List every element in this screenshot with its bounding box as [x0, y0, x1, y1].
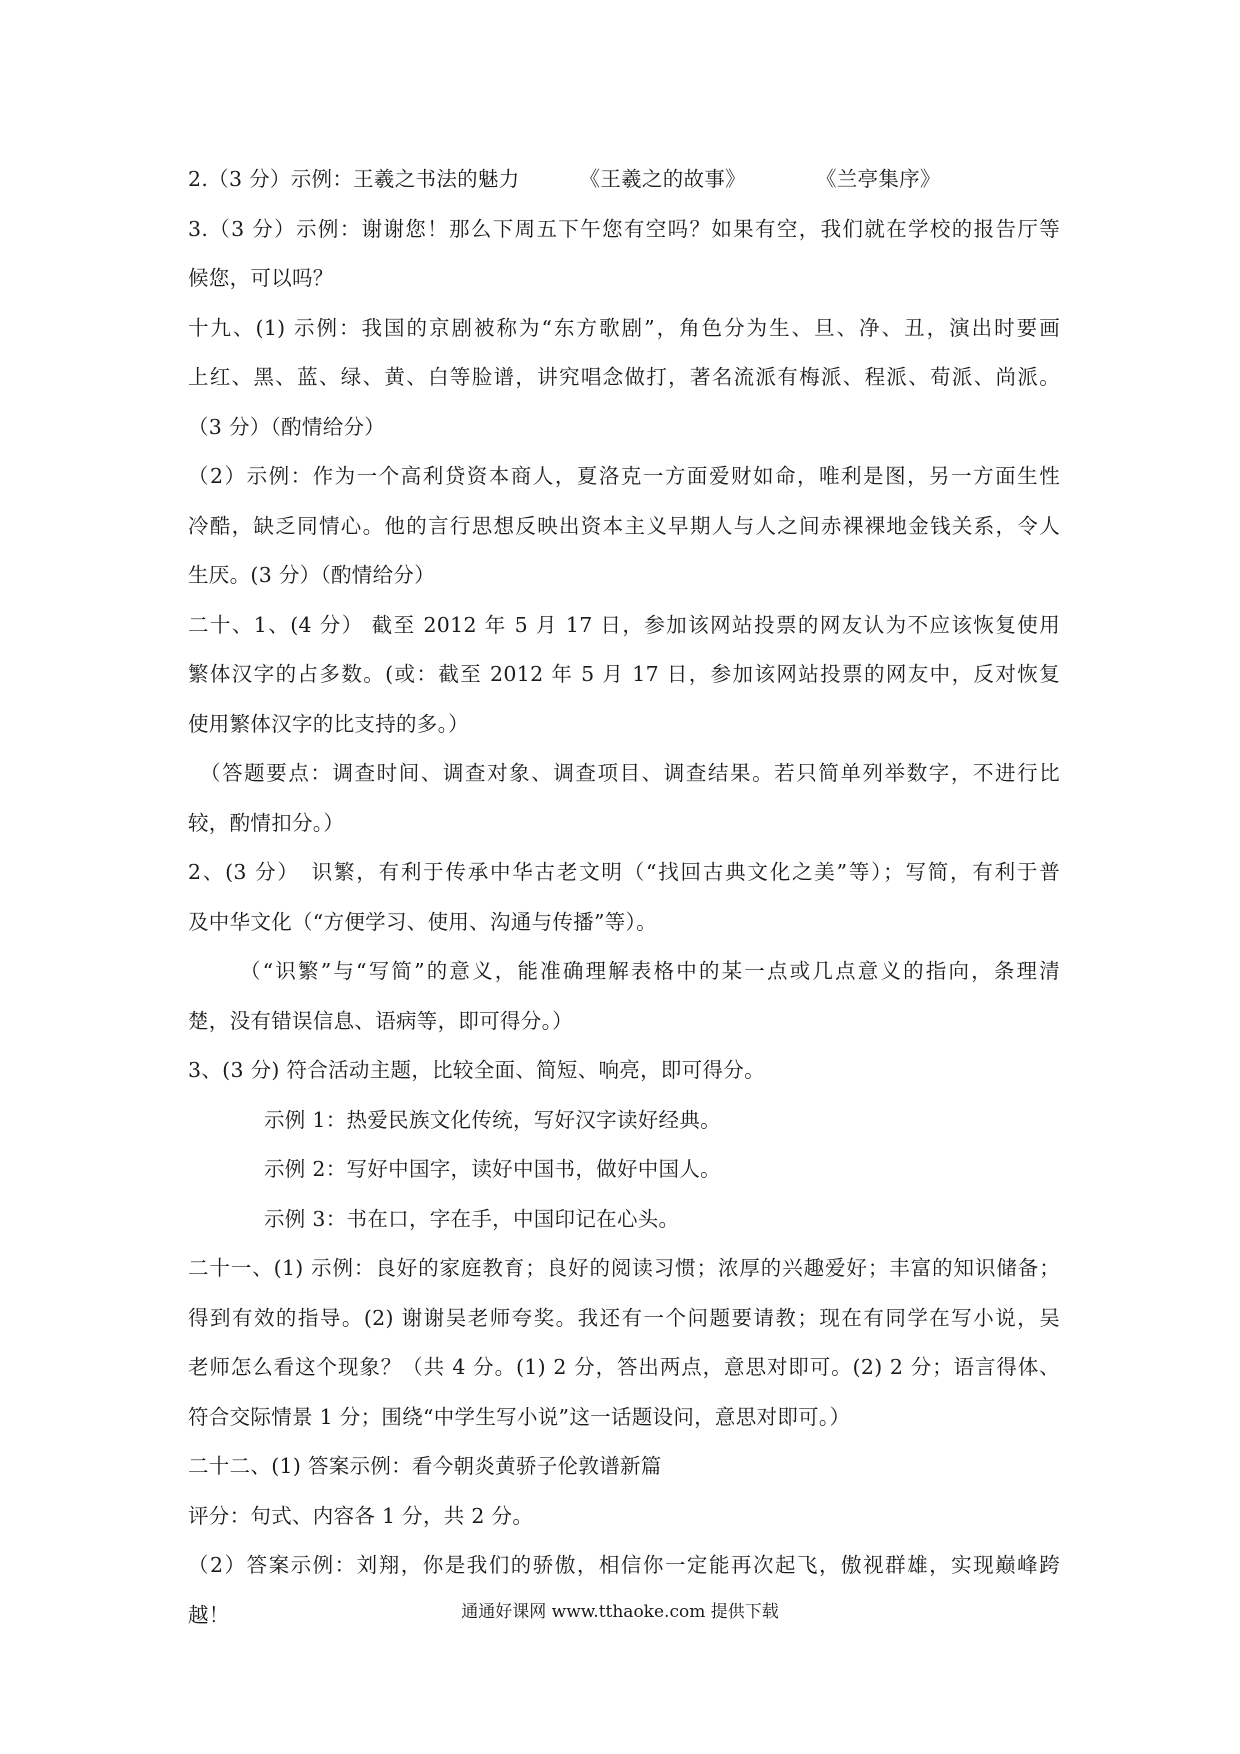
q20-line-4: （答题要点：调查时间、调查对象、调查项目、调查结果。若只简单列举数字，不进行比 — [200, 761, 1060, 785]
page-footer: 通通好课网 www.tthaoke.com 提供下载 — [461, 1602, 779, 1622]
q20-line-3: 使用繁体汉字的比支持的多。） — [188, 711, 469, 736]
q3-line-2: 候您，可以吗？ — [188, 266, 334, 290]
q21-line-4: 符合交际情景 1 分；围绕“中学生写小说”这一话题设问，意思对即可。） — [188, 1404, 851, 1429]
q21-line-1: 二十一、(1) 示例：良好的家庭教育；良好的阅读习惯；浓厚的兴趣爱好；丰富的知识储备； — [188, 1256, 1060, 1280]
q19-line-4: （2）示例：作为一个高利贷资本商人，夏洛克一方面爱财如命，唯利是图，另一方面生性 — [188, 464, 1060, 488]
q21-line-2: 得到有效的指导。(2) 谢谢吴老师夸奖。我还有一个问题要请教；现在有同学在写小说，吴 — [188, 1305, 1060, 1330]
q20-line-10: 3、(3 分) 符合活动主题，比较全面、简短、响亮，即可得分。 — [188, 1058, 765, 1082]
q20-line-6: 2、(3 分） 识繁，有利于传承中华古老文明（“找回古典文化之美”等）；写简，有利于普 — [188, 860, 1060, 884]
q22-line-4: 越！ — [188, 1602, 230, 1627]
q20-line-7: 及中华文化（“方便学习、使用、沟通与传播”等）。 — [188, 909, 657, 934]
answer-key-page — [188, 155, 1060, 1640]
q19-line-6: 生厌。(3 分）（酌情给分） — [188, 563, 436, 587]
q2-answer-line — [188, 155, 1060, 205]
q19-line-5: 冷酷，缺乏同情心。他的言行思想反映出资本主义早期人与人之间赤裸裸地金钱关系，令人 — [188, 513, 1060, 538]
q22-line-1: 二十二、(1) 答案示例：看今朝炎黄骄子伦敦谱新篇 — [188, 1454, 662, 1478]
q20-example-1: 示例 1：热爱民族文化传统，写好汉字读好经典。 — [264, 1107, 721, 1132]
q19-line-1: 十九、(1) 示例：我国的京剧被称为“东方歌剧”，角色分为生、旦、净、丑，演出时要画 — [188, 315, 1060, 340]
q2-item3: 《兰亭集序》 — [815, 167, 941, 191]
q22-line-3: （2）答案示例：刘翔，你是我们的骄傲，相信你一定能再次起飞，傲视群雄，实现巅峰跨 — [188, 1553, 1060, 1577]
q3-line-1: 3.（3 分）示例：谢谢您！那么下周五下午您有空吗？如果有空，我们就在学校的报告厅等 — [188, 216, 1060, 241]
q20-example-3: 示例 3：书在口，字在手，中国印记在心头。 — [264, 1206, 680, 1231]
q19-line-2: 上红、黑、蓝、绿、黄、白等脸谱，讲究唱念做打，著名流派有梅派、程派、荀派、尚派。 — [188, 365, 1060, 389]
q20-example-2: 示例 2：写好中国字，读好中国书，做好中国人。 — [264, 1157, 721, 1181]
q20-line-9: 楚，没有错误信息、语病等，即可得分。） — [188, 1008, 573, 1033]
q20-line-5: 较，酌情扣分。） — [188, 810, 345, 835]
q20-line-8: （“识繁”与“写简”的意义，能准确理解表格中的某一点或几点意义的指向，条理清 — [240, 959, 1060, 983]
q20-line-1: 二十、1、(4 分） 截至 2012 年 5 月 17 日，参加该网站投票的网友认为不应该恢复使用 — [188, 612, 1060, 637]
q19-line-3: （3 分）（酌情给分） — [188, 414, 386, 439]
q20-line-2: 繁体汉字的占多数。(或：截至 2012 年 5 月 17 日，参加该网站投票的网友中，反对恢复 — [188, 662, 1060, 686]
q21-line-3: 老师怎么看这个现象？（共 4 分。(1) 2 分，答出两点，意思对即可。(2) 2 分；语言得体、 — [188, 1355, 1060, 1379]
q2-item2: 《王羲之的故事》 — [579, 167, 746, 191]
q22-line-2: 评分：句式、内容各 1 分，共 2 分。 — [188, 1503, 534, 1528]
q2-prefix: 2.（3 分）示例：王羲之书法的魅力 — [188, 167, 520, 191]
